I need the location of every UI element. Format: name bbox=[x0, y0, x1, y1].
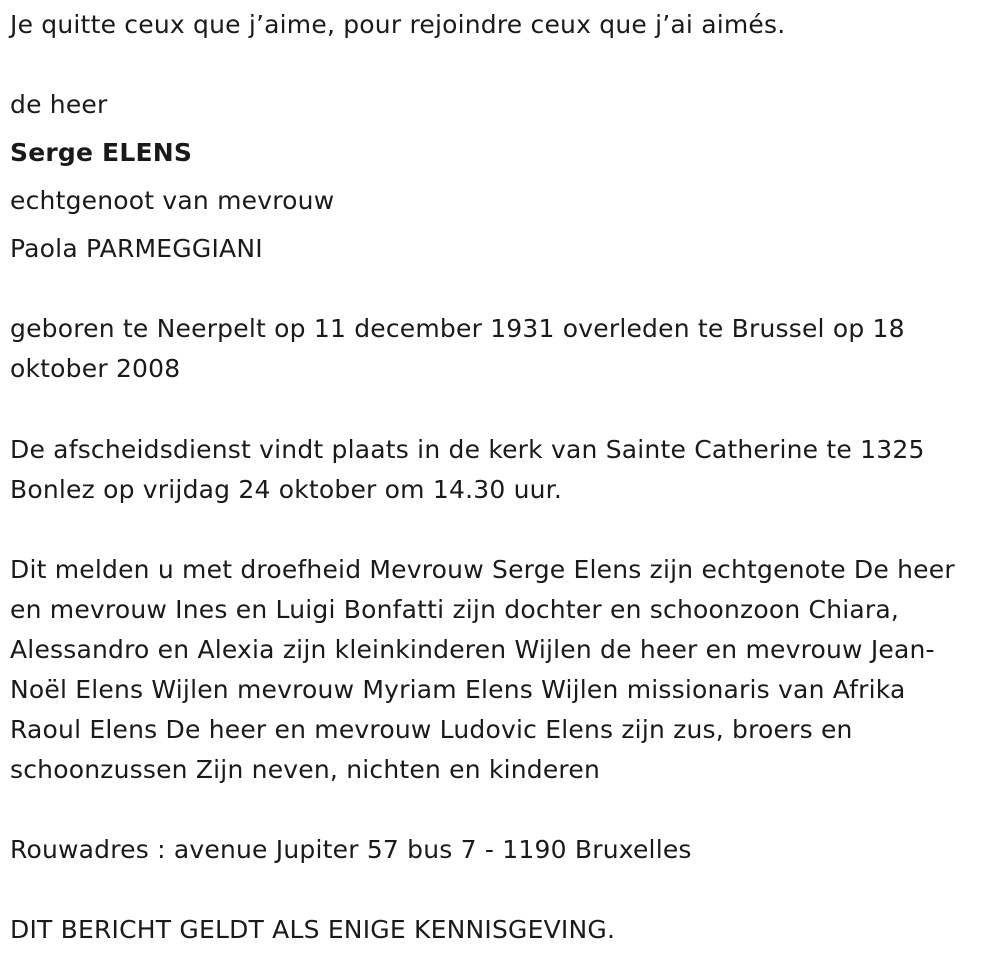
service-info: De afscheidsdienst vindt plaats in de kerk van Sainte Catherine te 1325 Bonlez op vrijdag 24 oktober om 14.30 uur. bbox=[10, 435, 925, 504]
mourning-address: Rouwadres : avenue Jupiter 57 bus 7 - 1190 Bruxelles bbox=[10, 835, 692, 864]
honorific: de heer bbox=[10, 90, 108, 119]
opening-quote: Je quitte ceux que j’aime, pour rejoindre ceux que j’ai aimés. bbox=[10, 10, 786, 39]
birth-death-info: geboren te Neerpelt op 11 december 1931 overleden te Brussel op 18 oktober 2008 bbox=[10, 314, 905, 383]
notice-statement: DIT BERICHT GELDT ALS ENIGE KENNISGEVING. bbox=[10, 915, 616, 944]
deceased-name: Serge ELENS bbox=[10, 138, 193, 167]
family-announcement: Dit melden u met droefheid Mevrouw Serge Elens zijn echtgenote De heer en mevrouw Ines en Luigi Bonfatti zijn dochter en schoonzoon Chiara, Alessandro en Alexia zijn kleinkinderen Wijlen de heer en mevrouw Jean-Noël Elens Wijlen mevrouw Myriam Elens Wijlen missionaris van Afrika Raoul Elens De heer en mevrouw Ludovic Elens zijn zus, broers en schoonzussen Zijn neven, nichten en kinderen bbox=[10, 555, 955, 784]
spouse-label: echtgenoot van mevrouw bbox=[10, 186, 335, 215]
spouse-name: Paola PARMEGGIANI bbox=[10, 234, 263, 263]
